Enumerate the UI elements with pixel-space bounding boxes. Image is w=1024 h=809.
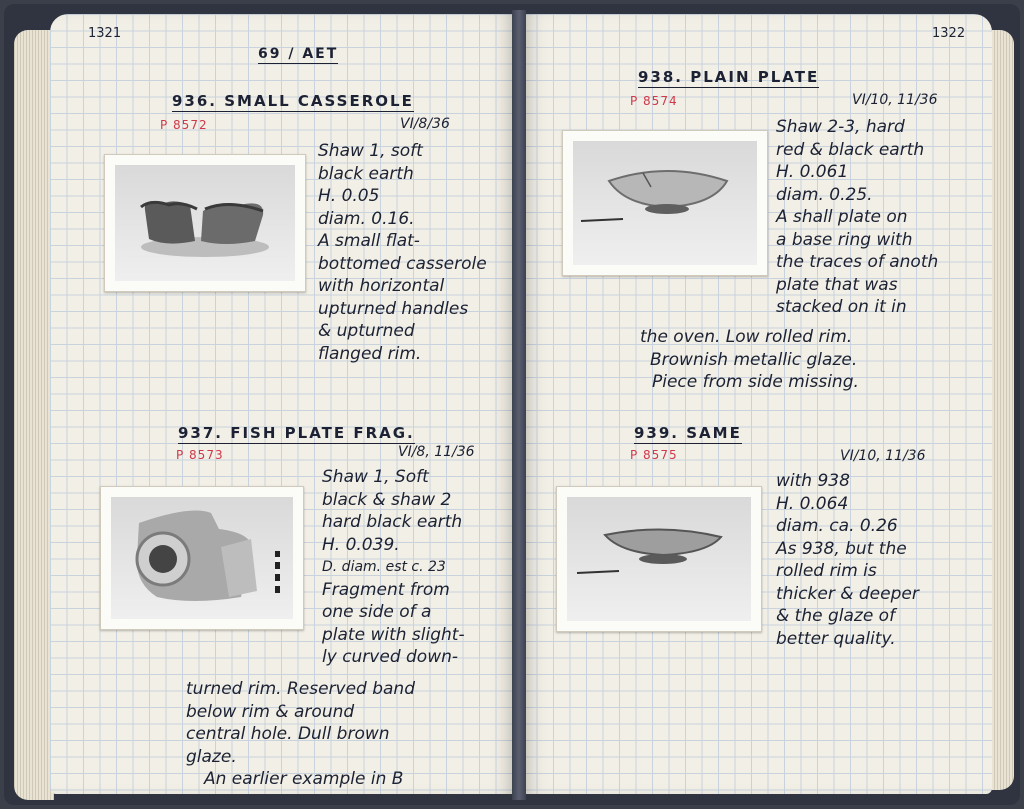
entry-939-heading: 939. SAME — [634, 424, 742, 442]
fish-plate-fragment-photo — [100, 486, 304, 630]
entry-938-date: VI/10, 11/36 — [852, 92, 938, 108]
entry-938-description: Shaw 2-3, hard red & black earth H. 0.061 diam. 0.25. A shall plate on a base ring with the traces of anoth plate that was stacked on it in — [776, 117, 939, 317]
page-edges-left — [14, 30, 54, 800]
same-plate-image — [557, 487, 761, 631]
plain-plate-photo — [562, 130, 768, 276]
entry-937-heading: 937. FISH PLATE FRAG. — [178, 424, 415, 442]
entry-937-date: VI/8, 11/36 — [398, 444, 475, 460]
casserole-photo — [104, 154, 306, 292]
plain-plate-image — [563, 131, 767, 275]
fish-plate-image — [101, 487, 303, 629]
entry-939-date: VI/10, 11/36 — [840, 448, 926, 464]
entry-938-continuation: the oven. Low rolled rim. Brownish metallic glaze. Piece from side missing. — [640, 327, 859, 392]
casserole-image — [105, 155, 305, 291]
entry-938-ref: P 8574 — [630, 94, 678, 108]
same-plate-photo — [556, 486, 762, 632]
entry-936-date: VI/8/36 — [400, 116, 450, 132]
page-number-left: 1321 — [88, 26, 122, 41]
entry-936-ref: P 8572 — [160, 118, 208, 132]
page-header: 69 / AET — [258, 46, 339, 62]
entry-936-description: Shaw 1, soft black earth H. 0.05 diam. 0.16. A small flat- bottomed casserole with horizontal upturned handles & upturned flanged rim. — [318, 141, 487, 364]
entry-936-heading: 936. SMALL CASSEROLE — [172, 92, 414, 110]
entry-937-continuation: turned rim. Reserved band below rim & around central hole. Dull brown glaze. An earlier example in B — [186, 679, 416, 789]
notebook-spine — [512, 10, 526, 800]
page-number-right: 1322 — [932, 26, 966, 41]
entry-937-ref: P 8573 — [176, 448, 224, 462]
entry-938-heading: 938. PLAIN PLATE — [638, 68, 820, 86]
entry-939-description: with 938 H. 0.064 diam. ca. 0.26 As 938, but the rolled rim is thicker & deeper & the glaze of better quality. — [776, 471, 919, 649]
entry-939-ref: P 8575 — [630, 448, 678, 462]
entry-937-description: Shaw 1, Soft black & shaw 2 hard black earth H. 0.039. D. diam. est c. 23 Fragment from one side of a plate with slight- ly curved down- — [322, 467, 465, 667]
